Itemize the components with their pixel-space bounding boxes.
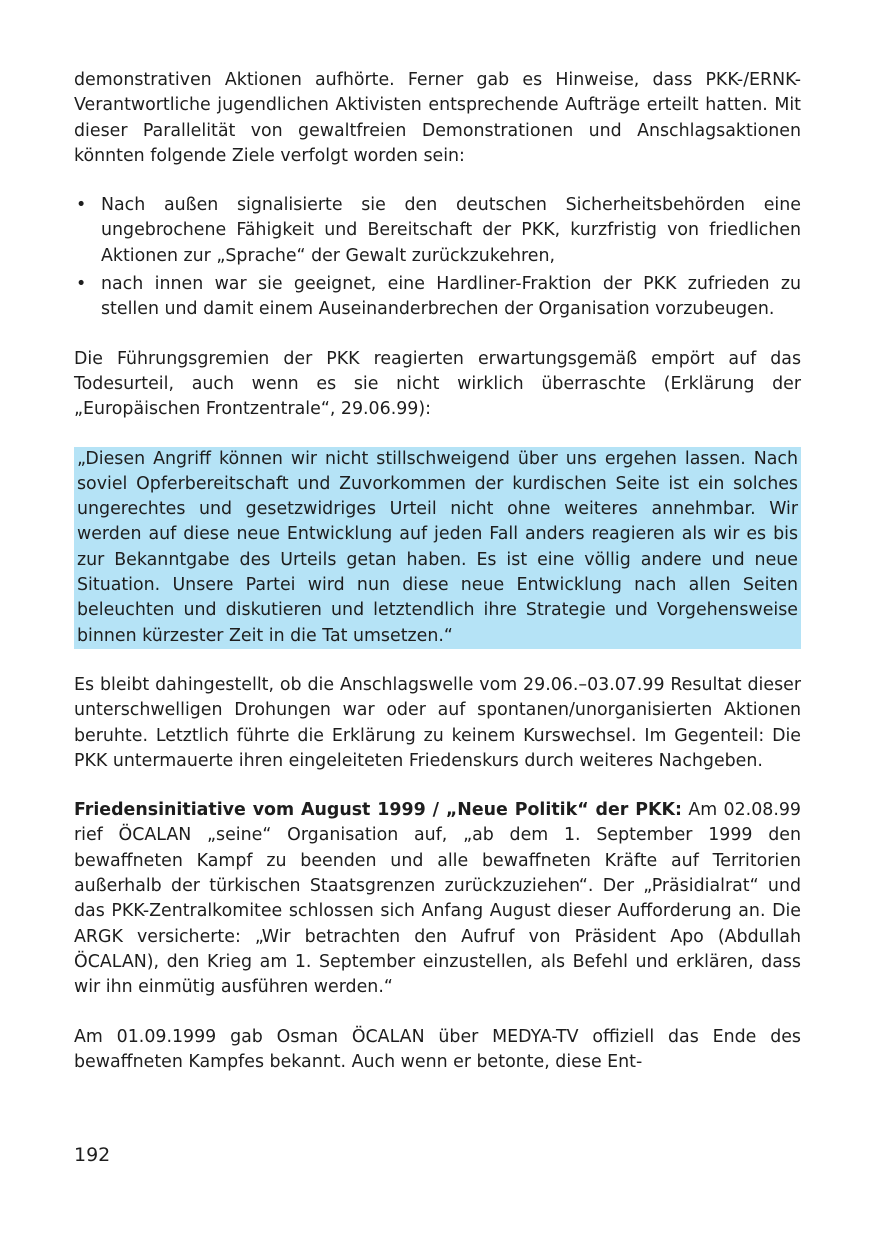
paragraph-attack-wave: Es bleibt dahingestellt, ob die Anschlagswelle vom 29.06.–03.07.99 Resultat dieser unterschwelligen Drohungen war oder auf spontanen/unorganisierten Aktionen beruhte. Letztlich führte die Erklärung zu keinem Kurswechsel. Im Gegenteil: Die PKK untermauerte ihren eingeleiteten Friedenskurs durch weiteres Nachgeben. (74, 674, 801, 771)
bullet-text: nach innen war sie geeignet, eine Hardliner-Fraktion der PKK zufrieden zu stellen und damit einem Auseinanderbrechen der Organisation vorzubeugen. (101, 274, 801, 320)
bullet-icon: • (76, 195, 87, 216)
bullet-item (74, 272, 801, 323)
page-number: 192 (74, 1144, 111, 1166)
page-body (74, 68, 801, 1075)
section-heading: Friedensinitiative vom August 1999 / „Neue Politik“ der PKK: (74, 800, 682, 821)
paragraph-medya-tv: Am 01.09.1999 gab Osman ÖCALAN über MEDYA-TV offiziell das Ende des bewaffneten Kampfes bekannt. Auch wenn er betonte, diese Ent- (74, 1026, 801, 1072)
bullet-icon: • (76, 274, 87, 295)
highlighted-quote: „Diesen Angriff können wir nicht stillschweigend über uns ergehen lassen. Nach soviel Opferbereitschaft und Zuvorkommen der kurdischen Seite ist ein solches ungerechtes und gesetzwidriges Urteil nicht ohne weiteres annehmbar. Wir werden auf diese neue Entwicklung auf jeden Fall anders reagieren als wir es bis zur Bekanntgabe des Urteils getan haben. Es ist eine völlig andere und neue Situation. Unsere Partei wird nun diese neue Entwicklung nach allen Seiten beleuchten und diskutieren und letztendlich ihre Strategie und Vorgehensweise binnen kürzester Zeit in die Tat umsetzen.“ (74, 447, 801, 649)
bullet-text: Nach außen signalisierte sie den deutschen Sicherheitsbehörden eine ungebrochene Fähigkeit und Bereitschaft der PKK, kurzfristig von friedlichen Aktionen zur „Sprache“ der Gewalt zurückzukehren, (101, 195, 801, 266)
section-body: Am 02.08.99 rief ÖCALAN „seine“ Organisation auf, „ab dem 1. September 1999 den bewaffneten Kampf zu beenden und alle bewaffneten Kräfte auf Territorien außerhalb der türkischen Staatsgrenzen zurückzuziehen“. Der „Präsidialrat“ und das PKK-Zentralkomitee schlossen sich Anfang August dieser Aufforderung an. Die ARGK versicherte: „Wir betrachten den Aufruf von Präsident Apo (Abdullah ÖCALAN), den Krieg am 1. September einzustellen, als Befehl und erklären, dass wir ihn einmütig ausführen werden.“ (74, 800, 801, 998)
paragraph-intro: demonstrativen Aktionen aufhörte. Ferner gab es Hinweise, dass PKK-/ERNK-Verantwortliche jugendlichen Aktivisten entsprechende Aufträge erteilt hatten. Mit dieser Parallelität von gewaltfreien Demonstrationen und Anschlagsaktionen könnten folgende Ziele verfolgt worden sein: (74, 70, 801, 166)
paragraph-peace-initiative (74, 798, 801, 1000)
bullet-list (74, 193, 801, 322)
paragraph-reaction: Die Führungsgremien der PKK reagierten erwartungsgemäß empört auf das Todesurteil, auch wenn es sie nicht wirklich überraschte (Erklärung der „Europäischen Frontzentrale“, 29.06.99): (74, 348, 801, 420)
bullet-item (74, 193, 801, 269)
